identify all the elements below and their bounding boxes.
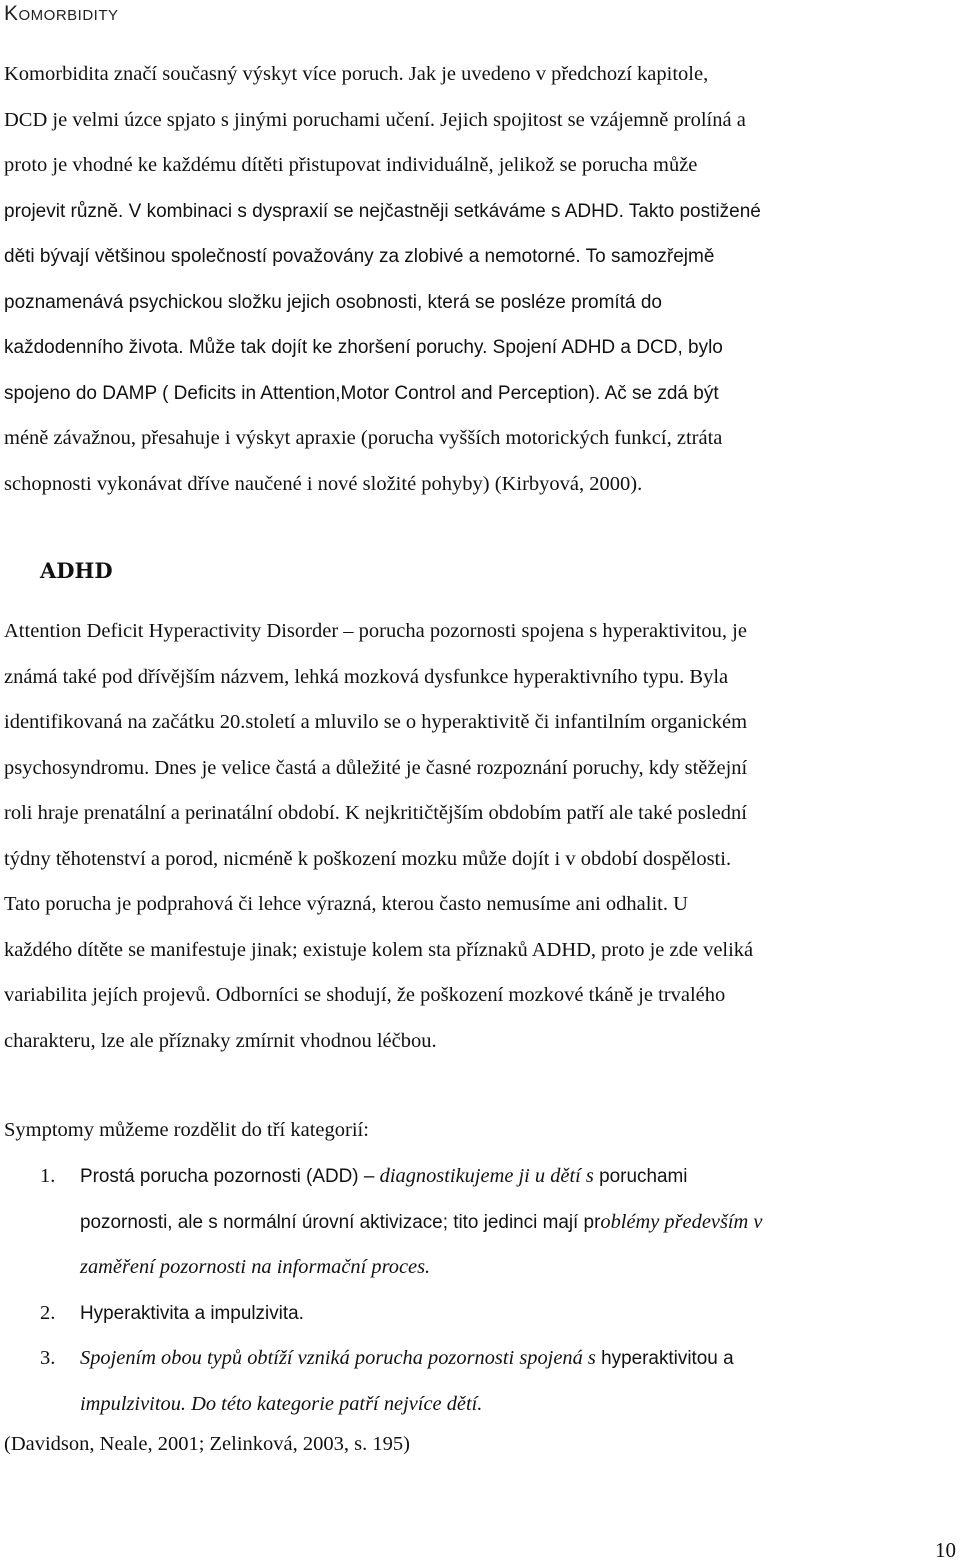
paragraph-line: Attention Deficit Hyperactivity Disorder – porucha pozornosti spojena s hyperaktivitou, je [4, 620, 747, 642]
list-item [0, 1336, 960, 1427]
paragraph-line: psychosyndromu. Dnes je velice častá a důležité je časné rozpoznání poruchy, kdy stěžejní [4, 756, 748, 779]
paragraph-line: spojeno do DAMP ( Deficits in Attention,Motor Control and Perception). Ač se zdá být [4, 382, 719, 404]
list-text: poruchami [593, 1166, 688, 1187]
paragraph-line: každodenního života. Může tak dojít ke zhoršení poruchy. Spojení ADHD a DCD, bylo [4, 337, 723, 358]
paragraph-line: poznamenává psychickou složku jejich osobnosti, která se posléze promítá do [4, 291, 662, 313]
adhd-paragraph [4, 609, 960, 1064]
paragraph-line: projevit různě. V kombinaci s dyspraxií se nejčastněji setkáváme s ADHD. Takto postižené [4, 200, 761, 222]
list-line [80, 1200, 956, 1246]
paragraph-line: proto je vhodné ke každému dítěti přistupovat individuálně, jelikož se porucha může [4, 154, 698, 176]
list-text-italic: diagnostikujeme ji u dětí s [379, 1165, 594, 1187]
list-line [80, 1154, 956, 1200]
list-line: zaměření pozornosti na informační proces. [80, 1256, 431, 1278]
list-text: hyperaktivitou a [595, 1348, 734, 1369]
paragraph-line: Komorbidita značí současný výskyt více poruch. Jak je uvedeno v předchozí kapitole, [4, 63, 709, 85]
list-text: pozornosti, ale s normální úrovní aktivizace; tito jedinci mají pr [80, 1211, 601, 1233]
list-number: 2. [40, 1301, 56, 1324]
list-item [0, 1291, 960, 1337]
list-item [0, 1154, 960, 1291]
citation: (Davidson, Neale, 2001; Zelinková, 2003, s. 195) [4, 1433, 410, 1455]
section-heading-adhd: ADHD [40, 558, 113, 583]
section-heading-komorbidity: Komorbidity [4, 2, 119, 25]
list-text: Prostá porucha pozornosti (ADD) – [80, 1166, 380, 1187]
komorbidity-paragraph [4, 52, 960, 507]
paragraph-line: charakteru, lze ale příznaky zmírnit vhodnou léčbou. [4, 1029, 437, 1052]
paragraph-line: známá také pod dřívějším názvem, lehká mozková dysfunkce hyperaktivního typu. Byla [4, 665, 729, 688]
list-text-italic: oblémy především v [600, 1210, 763, 1233]
list-line [80, 1336, 956, 1382]
paragraph-line: děti bývají většinou společností považovány za zlobivé a nemotorné. To samozřejmě [4, 246, 715, 267]
paragraph-line: roli hraje prenatální a perinatální období. K nejkritičtějším obdobím patří ale také poslední [4, 802, 747, 824]
list-line: Hyperaktivita a impulzivita. [80, 1302, 304, 1324]
list-number: 3. [40, 1347, 56, 1369]
list-number: 1. [40, 1165, 56, 1187]
list-line: impulzivitou. Do této kategorie patří nejvíce dětí. [80, 1392, 483, 1415]
symptoms-intro: Symptomy můžeme rozdělit do tří kategorií: [4, 1119, 369, 1141]
paragraph-line: Tato porucha je podprahová či lehce výrazná, kterou často nemusíme ani odhalit. U [4, 893, 688, 915]
list-text-italic: Spojením obou typů obtíží vzniká porucha pozornosti spojená s [80, 1347, 596, 1369]
paragraph-line: identifikovaná na začátku 20.století a mluvilo se o hyperaktivitě či infantilním organickém [4, 711, 748, 733]
paragraph-line: každého dítěte se manifestuje jinak; existuje kolem sta příznaků ADHD, proto je zde veliká [4, 938, 754, 961]
page-number: 10 [935, 1538, 956, 1562]
paragraph-line: variabilita jejích projevů. Odborníci se shodují, že poškození mozkové tkáně je trvalého [4, 984, 726, 1006]
paragraph-line: týdny těhotenství a porod, nicméně k poškození mozku může dojít i v období dospělosti. [4, 847, 732, 870]
paragraph-line: méně závažnou, přesahuje i výskyt apraxie (porucha vyšších motorických funkcí, ztráta [4, 427, 723, 449]
paragraph-line: schopnosti vykonávat dříve naučené i nové složité pohyby) (Kirbyová, 2000). [4, 472, 643, 495]
symptoms-list [0, 1154, 960, 1427]
paragraph-line: DCD je velmi úzce spjato s jinými poruchami učení. Jejich spojitost se vzájemně prolíná a [4, 108, 746, 131]
